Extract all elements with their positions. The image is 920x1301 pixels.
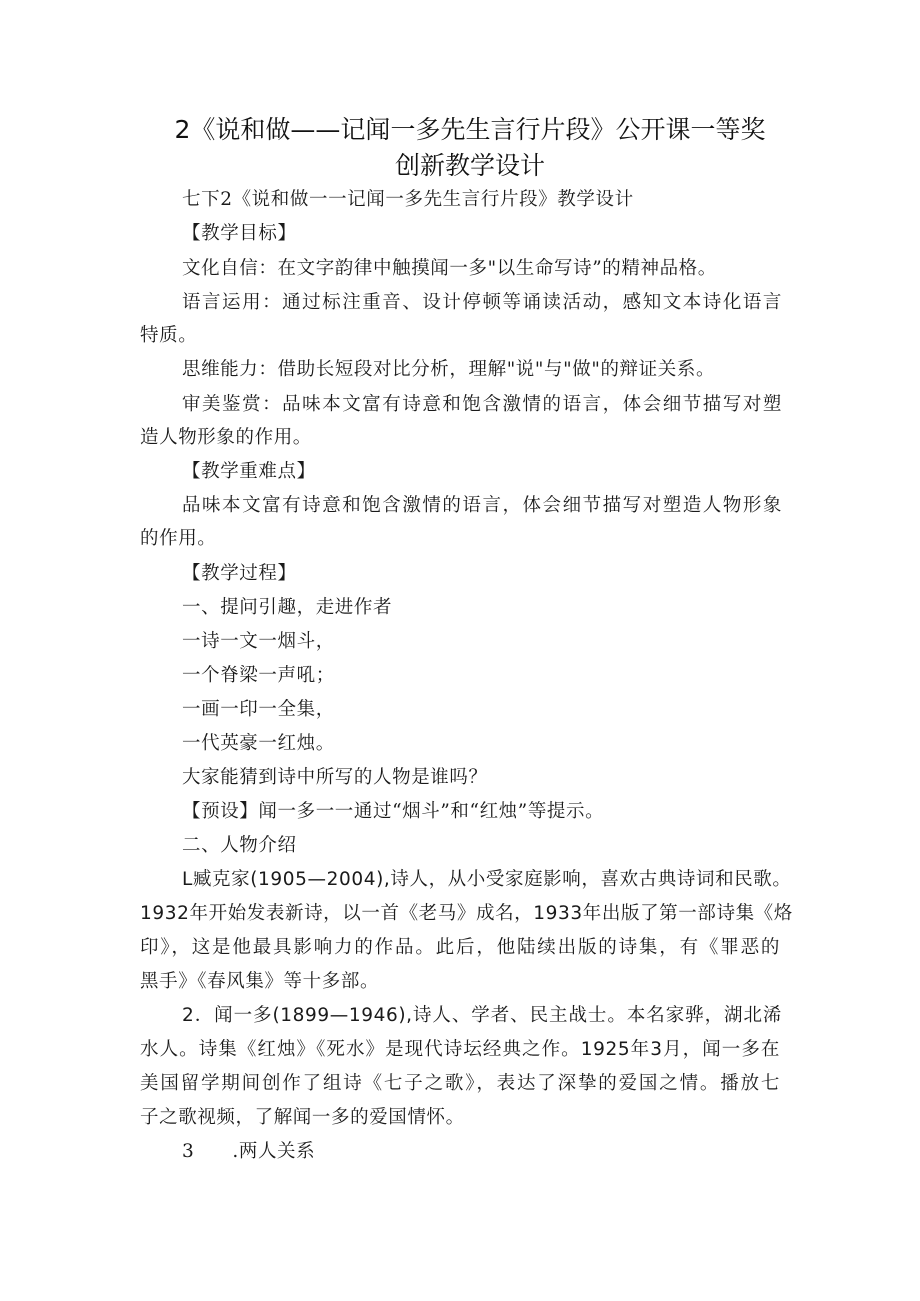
objective-aesthetic-line-2: 造人物形象的作用。: [140, 427, 312, 448]
poem-line-3: 一画一印一全集，: [182, 699, 335, 720]
key-points-heading: 【教学重难点】: [182, 461, 316, 482]
objective-thinking: 思维能力：借助长短段对比分析，理解"说"与"做"的辩证关系。: [182, 359, 716, 380]
intro-item-2-line-1: 2．闻一多(1899—1946),诗人、学者、民主战士。本名家骅，湖北浠: [182, 1005, 782, 1026]
preset-answer: 【预设】闻一多一一通过“烟斗”和“红烛”等提示。: [182, 801, 605, 822]
intro-item-1-line-2: 1932年开始发表新诗，以一首《老马》成名，1933年出版了第一部诗集《烙: [140, 903, 793, 924]
objective-language-line-2: 特质。: [140, 325, 198, 346]
section-2-heading: 二、人物介绍: [182, 835, 297, 856]
document-title-line-1: 2《说和做——记闻一多先生言行片段》公开课一等奖: [174, 115, 766, 144]
intro-item-1-line-1: L臧克家(1905—2004),诗人，从小受家庭影响，喜欢古典诗词和民歌。: [182, 869, 792, 890]
intro-item-1-line-3: 印》，这是他最具影响力的作品。此后，他陆续出版的诗集，有《罪恶的: [140, 937, 780, 958]
objective-aesthetic-line-1: 审美鉴赏：品味本文富有诗意和饱含激情的语言，体会细节描写对塑: [182, 394, 782, 415]
key-points-text-line-2: 的作用。: [140, 528, 217, 549]
process-heading: 【教学过程】: [182, 563, 297, 584]
poem-line-4: 一代英豪一红烛。: [182, 733, 335, 754]
poem-line-2: 一个脊梁一声吼；: [182, 665, 335, 686]
intro-item-1-line-4: 黑手》《春风集》等十多部。: [140, 971, 380, 992]
intro-item-2-line-4: 子之歌视频，了解闻一多的爱国情怀。: [140, 1107, 465, 1128]
question-text: 大家能猜到诗中所写的人物是谁吗？: [182, 767, 488, 788]
document-title-line-2: 创新教学设计: [394, 151, 545, 180]
objectives-heading: 【教学目标】: [182, 223, 297, 244]
intro-item-3: [182, 1140, 315, 1164]
intro-item-3-number: 3: [182, 1141, 195, 1162]
objective-language-line-1: 语言运用：通过标注重音、设计停顿等诵读活动，感知文本诗化语言: [182, 292, 782, 313]
intro-item-2-line-2: 水人。诗集《红烛》《死水》是现代诗坛经典之作。1925年3月，闻一多在: [140, 1039, 780, 1060]
intro-item-3-text: .两人关系: [232, 1141, 316, 1162]
intro-item-2-line-3: 美国留学期间创作了组诗《七子之歌》，表达了深挚的爱国之情。播放七: [140, 1073, 780, 1094]
key-points-text-line-1: 品味本文富有诗意和饱含激情的语言，体会细节描写对塑造人物形象: [182, 495, 782, 516]
document-subtitle: 七下2《说和做一一记闻一多先生言行片段》教学设计: [182, 189, 634, 210]
objective-culture: 文化自信：在文字韵律中触摸闻一多"以生命写诗”的精神品格。: [182, 258, 717, 279]
section-1-heading: 一、提问引趣，走进作者: [182, 597, 393, 618]
poem-line-1: 一诗一文一烟斗，: [182, 631, 335, 652]
